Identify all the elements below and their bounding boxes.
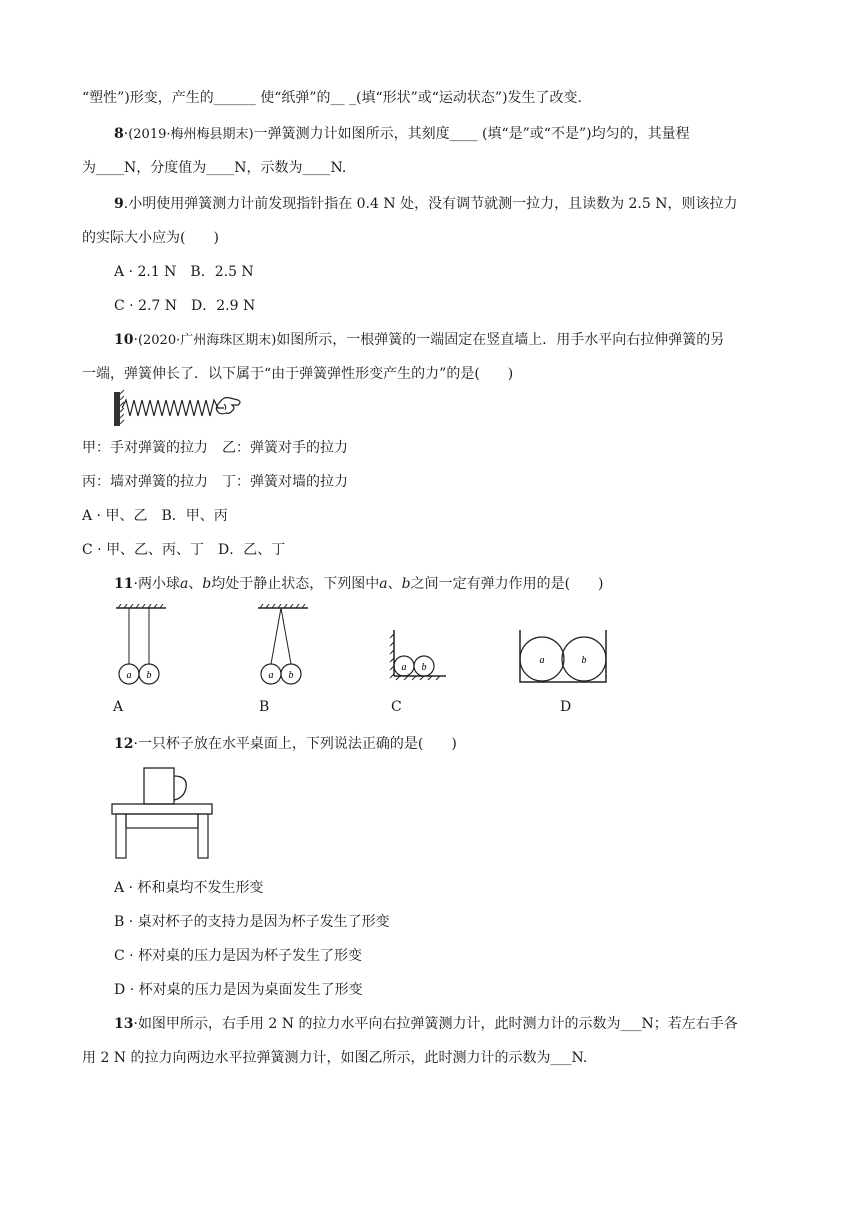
- question-number: 8: [114, 126, 124, 142]
- q11-text-b: 均处于静止状态，下列图中: [211, 576, 380, 592]
- figure-label-b: B: [259, 699, 270, 715]
- q10-statement1: 甲：手对弹簧的拉力 乙：弹簧对手的拉力: [82, 440, 348, 456]
- ball-b-label: b: [581, 655, 587, 666]
- q13-line2: 用 2 N 的拉力向两边水平拉弹簧测力计，如图乙所示，此时测力计的示数为___N.: [82, 1050, 588, 1066]
- var-a: a: [179, 576, 189, 592]
- figure-label-c: C: [391, 699, 402, 715]
- q11-line1: [114, 574, 604, 594]
- question-number: 11: [114, 576, 134, 592]
- q13-text: 如图甲所示，右手用 2 N 的拉力水平向右拉弹簧测力计，此时测力计的示数为___N；若左右手各: [137, 1016, 738, 1032]
- q8-text: 一弹簧测力计如图所示，其刻度____ (填“是”或“不是”)均匀的，其量程: [253, 126, 690, 142]
- q11-sep: 、: [387, 576, 402, 592]
- figure-d: [518, 628, 608, 684]
- q8-prefix: ·: [123, 126, 129, 142]
- q9-line2: 的实际大小应为( ): [82, 230, 219, 246]
- q9-text: 小明使用弹簧测力计前发现指针指在 0.4 N 处，没有调节就测一拉力，且读数为 2.5 N，则该拉力: [128, 196, 738, 212]
- q12-stem: 一只杯子放在水平桌面上，下列说法正确的是( ): [137, 736, 457, 752]
- question-number: 10: [114, 332, 134, 348]
- spring-wall-hand-figure: [112, 390, 242, 430]
- q12-stem-line: [114, 734, 457, 754]
- ball-a-label: a: [539, 655, 545, 666]
- ball-b-label: b: [288, 670, 294, 681]
- question-number: 12: [114, 736, 134, 752]
- q9-options-cd: C · 2.7 N D．2.9 N: [114, 298, 256, 314]
- q10-text: 如图所示，一根弹簧的一端固定在竖直墙上．用手水平向右拉伸弹簧的另: [276, 332, 725, 348]
- ball-a-label: a: [401, 662, 407, 673]
- figure-label-d: D: [560, 699, 572, 715]
- q11-sep: 、: [188, 576, 203, 592]
- q12-option-c: C · 杯对桌的压力是因为杯子发生了形变: [114, 948, 363, 964]
- q12-option-d: D · 杯对桌的压力是因为桌面发生了形变: [114, 982, 363, 998]
- cup-on-table-figure: [110, 764, 214, 860]
- q9-prefix: .: [123, 196, 129, 212]
- q12-option-a: A · 杯和桌均不发生形变: [114, 880, 264, 896]
- q11-prefix: ·: [133, 576, 138, 592]
- q11-text-a: 两小球: [137, 576, 180, 592]
- q10-options-cd: C · 甲、乙、丙、丁 D．乙、丁: [82, 542, 286, 558]
- q10-prefix: ·: [133, 332, 138, 348]
- q13-prefix: ·: [133, 1016, 138, 1032]
- q9-line1: [114, 194, 737, 214]
- question-number: 13: [114, 1016, 134, 1032]
- figure-a: [112, 604, 172, 688]
- question-source: (2020·广州海珠区期末): [137, 333, 277, 348]
- q8-line2: 为____N，分度值为____N，示数为____N.: [82, 160, 347, 176]
- var-b: b: [401, 576, 411, 592]
- q12-prefix: ·: [133, 736, 138, 752]
- var-b: b: [202, 576, 212, 592]
- q10-options-ab: A · 甲、乙 B．甲、丙: [82, 508, 228, 524]
- question-source: (2019·梅州梅县期末): [128, 127, 254, 142]
- q7-tail-line: “塑性”)形变，产生的______ 使“纸弹”的__ _(填“形状”或“运动状态”)发生了改变.: [82, 90, 582, 106]
- question-number: 9: [114, 196, 124, 212]
- figure-label-a: A: [113, 699, 124, 715]
- q10-line1: [114, 330, 724, 351]
- q10-line2: 一端，弹簧伸长了．以下属于“由于弹簧弹性形变产生的力”的是( ): [82, 366, 514, 382]
- q12-option-b: B · 桌对杯子的支持力是因为杯子发生了形变: [114, 914, 390, 930]
- ball-b-label: b: [146, 670, 152, 681]
- q10-statement2: 丙：墙对弹簧的拉力 丁：弹簧对墙的拉力: [82, 474, 348, 490]
- var-a: a: [379, 576, 388, 592]
- q9-options-ab: A · 2.1 N B．2.5 N: [114, 264, 254, 280]
- figure-c: [386, 628, 448, 688]
- ball-a-label: a: [268, 670, 274, 681]
- ball-a-label: a: [126, 670, 132, 681]
- q8-line1: [114, 124, 690, 145]
- figure-b: [254, 604, 314, 688]
- q11-text-c: 之间一定有弹力作用的是( ): [410, 576, 604, 592]
- q13-line1: [114, 1014, 738, 1034]
- ball-b-label: b: [421, 662, 427, 673]
